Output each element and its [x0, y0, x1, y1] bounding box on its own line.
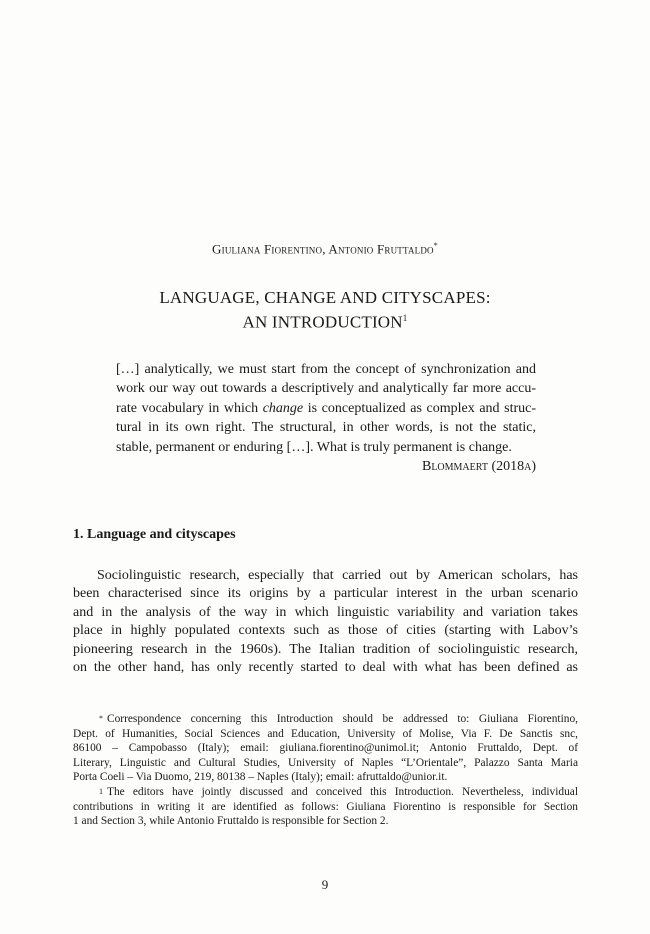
footnote-line: 86100 – Campobasso (Italy); email: giuliana.fiorentino@unimol.it; Antonio Fruttaldo, Dept. of [73, 742, 578, 755]
footnote-line: Dept. of Humanities, Social Sciences and Education, University of Molise, Via F. De Sanctis snc, [73, 727, 578, 740]
footnote-line [73, 785, 578, 800]
epigraph-line: work our way out towards a descriptively and analytically far more accu- [116, 381, 536, 397]
footnote-line: Porta Coeli – Via Duomo, 219, 80138 – Naples (Italy); email: afruttaldo@unior.it. [73, 771, 448, 784]
body-line: been characterised since its origins by a particular interest in the urban scenario [73, 586, 578, 602]
footnote-mark: * [99, 714, 103, 723]
epigraph-line-start: rate vocabulary in which [116, 400, 263, 416]
footnote-line: contributions in writing it are identified as follows: Giuliana Fiorentino is responsible for Section [73, 800, 578, 813]
footnote-line: Literary, Linguistic and Cultural Studies, University of Naples “L’Orientale”, Palazzo Santa Maria [73, 756, 578, 769]
footnote-line: 1 and Section 3, while Antonio Fruttaldo is responsible for Section 2. [73, 815, 389, 828]
emphasized-word: change [262, 400, 304, 416]
footnotes [73, 712, 578, 829]
title-line-1: LANGUAGE, CHANGE AND CITYSCAPES: [159, 288, 491, 307]
section-heading: 1. Language and cityscapes [73, 527, 236, 542]
author-line [0, 241, 650, 257]
title-footnote-mark: 1 [402, 313, 408, 323]
body-line: on the other hand, has only recently started to deal with what has been defined as [73, 660, 578, 676]
page-number: 9 [321, 877, 329, 892]
title-line-2-text: AN INTRODUCTION [242, 312, 403, 332]
paper-title [0, 287, 650, 333]
epigraph-line: […] analytically, we must start from the concept of synchronization and [116, 362, 536, 377]
epigraph-line: stable, permanent or enduring […]. What is truly permanent is change. [116, 439, 512, 455]
epigraph-line: tural in its own right. The structural, in other words, is not the static, [116, 420, 536, 436]
epigraph-line [116, 399, 536, 418]
epigraph-line-end: is conceptualized as complex and struc- [303, 400, 537, 416]
body-line: place in highly populated contexts such as those of cities (starting with Labov’s [73, 623, 578, 639]
epigraph-source: Blommaert (2018a) [421, 459, 536, 475]
authors-names: Giuliana Fiorentino, Antonio Fruttaldo [212, 241, 434, 257]
epigraph [116, 360, 536, 476]
body-line: Sociolinguistic research, especially that carried out by American scholars, has [97, 568, 578, 583]
footnote-text: Correspondence concerning this Introduction should be addressed to: Giuliana Fiorentino, [107, 713, 578, 725]
title-line-2 [0, 308, 650, 333]
footnote-mark: 1 [99, 786, 103, 796]
body-paragraph [73, 567, 578, 677]
author-footnote-mark: * [433, 241, 438, 250]
footnote-text: The editors have jointly discussed and conceived this Introduction. Nevertheless, individual [107, 785, 578, 798]
body-line: pioneering research in the 1960s). The Italian tradition of sociolinguistic research, [73, 641, 578, 657]
body-line: and in the analysis of the way in which linguistic variability and variation takes [73, 604, 578, 620]
footnote-line [73, 712, 578, 727]
